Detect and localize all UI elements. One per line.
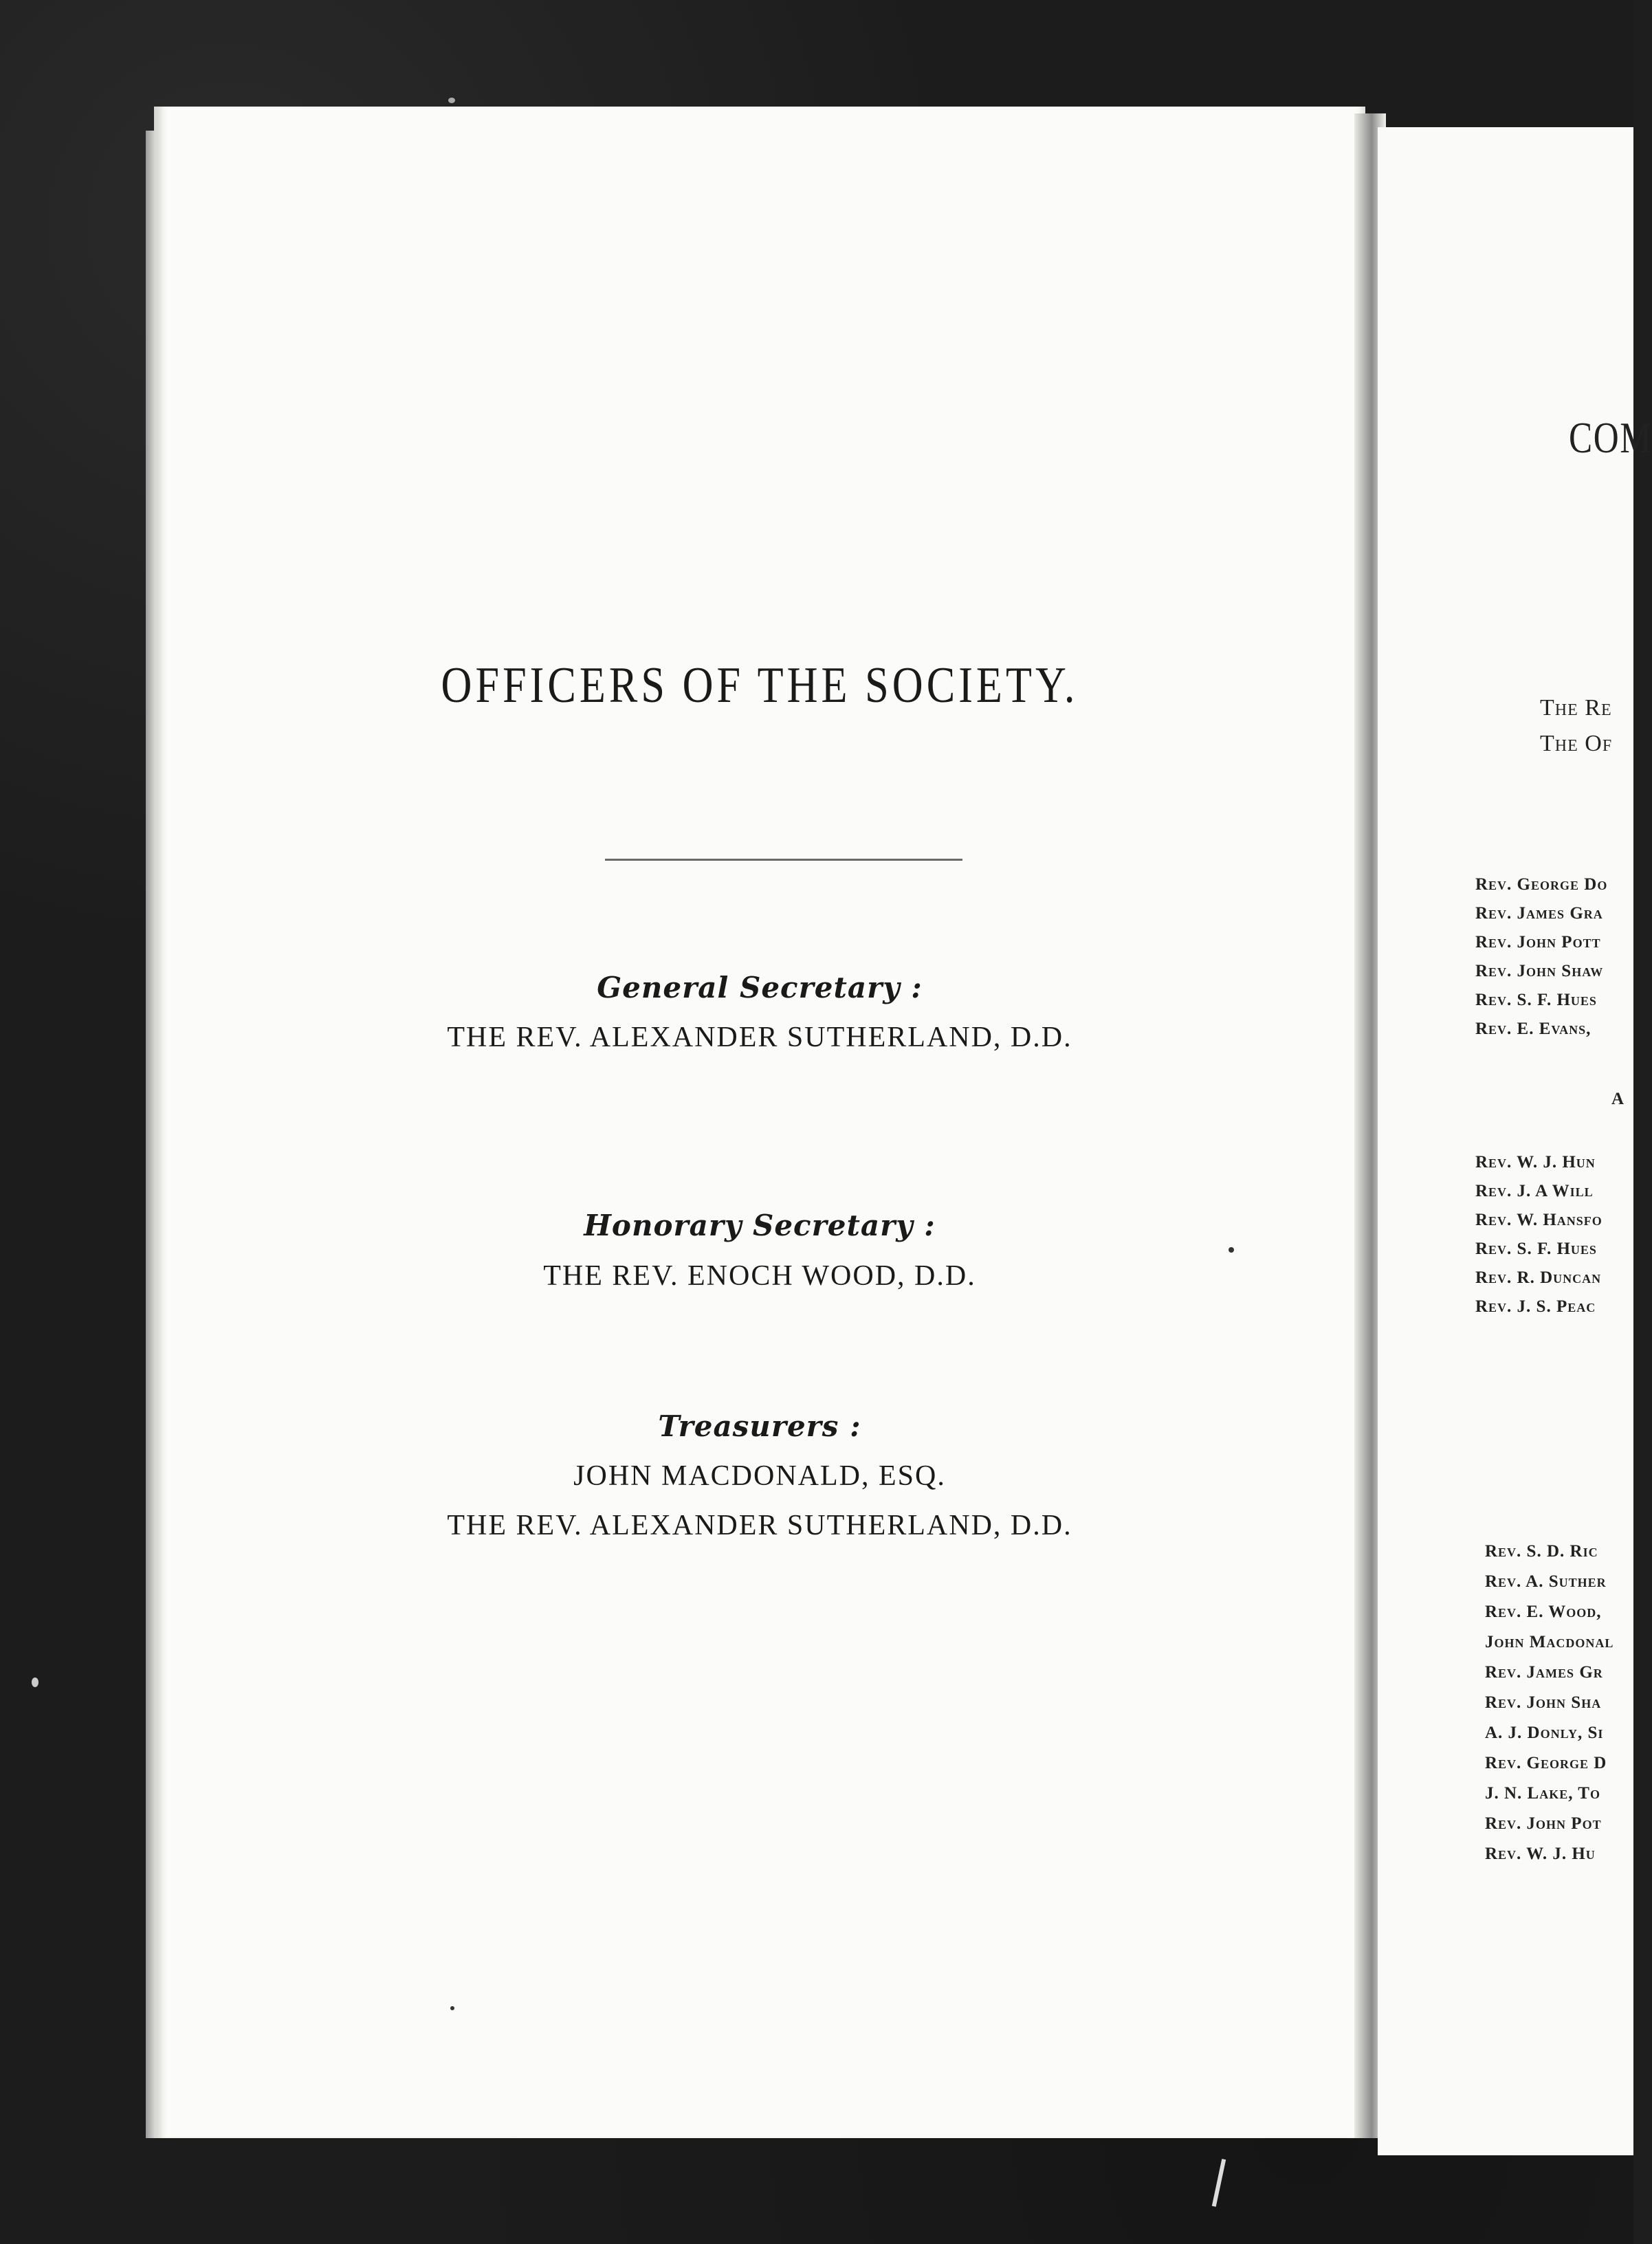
list-item: J. N. Lake, To (1485, 1784, 1600, 1803)
list-item: Rev. S. D. Ric (1485, 1542, 1598, 1561)
section-heading-treasurers: Treasurers : (658, 1409, 861, 1443)
list-item: John Macdonal (1485, 1633, 1614, 1651)
officer-name: THE REV. ENOCH WOOD, D.D. (543, 1260, 976, 1292)
list-item: Rev. John Pott (1475, 933, 1601, 952)
right-page-content (1378, 127, 1652, 2155)
list-item: Rev. W. J. Hu (1485, 1845, 1596, 1863)
list-item: Rev. E. Evans, (1475, 1020, 1592, 1038)
officer-name: THE REV. ALEXANDER SUTHERLAND, D.D. (447, 1510, 1072, 1541)
section-heading-general-secretary: General Secretary : (597, 971, 923, 1004)
officer-name: THE REV. ALEXANDER SUTHERLAND, D.D. (447, 1022, 1072, 1053)
list-item: Rev. S. F. Hues (1475, 1240, 1597, 1258)
intro-line: The Of (1540, 731, 1613, 756)
list-item: Rev. W. Hansfo (1475, 1211, 1603, 1229)
officer-name: JOHN MACDONALD, ESQ. (573, 1460, 946, 1492)
section-heading-honorary-secretary: Honorary Secretary : (584, 1209, 936, 1242)
dust-speck (32, 1678, 38, 1687)
list-item: Rev. George Do (1475, 875, 1608, 894)
list-item: Rev. James Gra (1475, 904, 1603, 923)
list-item: Rev. A. Suther (1485, 1572, 1607, 1591)
right-page-title: COM (1569, 413, 1652, 462)
dust-speck (448, 98, 455, 103)
intro-line: The Re (1540, 695, 1612, 720)
list-item: Rev. James Gr (1485, 1663, 1603, 1682)
title-divider (605, 859, 962, 861)
list-item: Rev. J. S. Peac (1475, 1297, 1596, 1316)
list-item: Rev. John Shaw (1475, 962, 1604, 980)
page-title: OFFICERS OF THE SOCIETY. (441, 657, 1079, 714)
subheading: A (1611, 1090, 1625, 1108)
list-item: Rev. S. F. Hues (1475, 991, 1597, 1009)
list-item: Rev. John Sha (1485, 1693, 1602, 1712)
left-page (154, 107, 1365, 2138)
list-item: Rev. E. Wood, (1485, 1603, 1602, 1621)
list-item: A. J. Donly, Si (1485, 1724, 1604, 1742)
list-item: Rev. George D (1485, 1754, 1607, 1772)
dust-speck (450, 2006, 454, 2010)
list-item: Rev. J. A Will (1475, 1182, 1594, 1200)
list-item: Rev. John Pot (1485, 1814, 1602, 1833)
dust-speck (1229, 1247, 1234, 1253)
list-item: Rev. R. Duncan (1475, 1268, 1602, 1287)
list-item: Rev. W. J. Hun (1475, 1153, 1596, 1172)
